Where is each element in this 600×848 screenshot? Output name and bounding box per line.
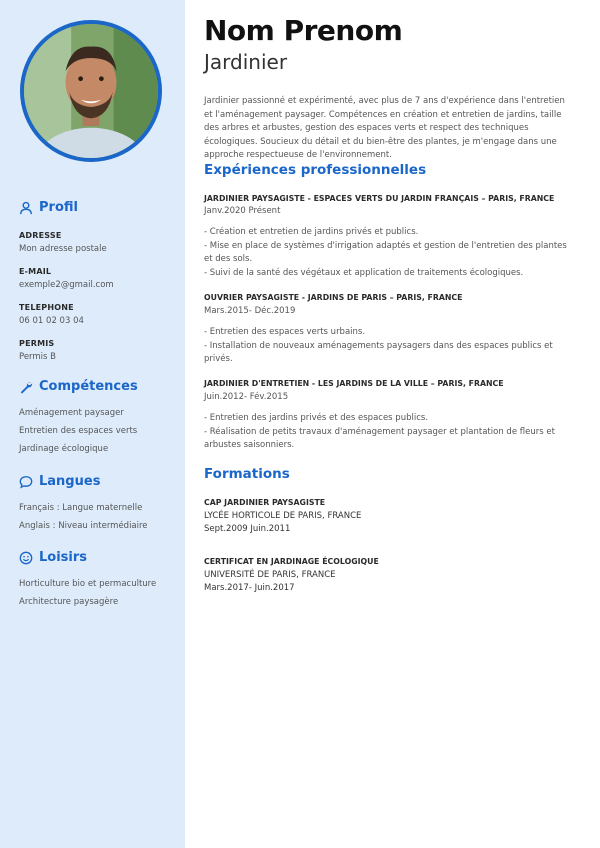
job-bullet: - Suivi de la santé des végétaux et application de traitements écologiques. xyxy=(204,267,524,278)
langues-title: Langues xyxy=(39,474,101,489)
loisirs-title: Loisirs xyxy=(39,550,88,565)
profile-summary: Jardinier passionné et expérimenté, avec plus de 7 ans d'expérience dans l'entretien et l'aménagement paysager. Compétences en création et entretien de jardins, taille des arbres et arbustes, gestion des espaces verts et respect des techniques écologiques. Soucieux du détail et du bien-être des plantes, je m'engage dans une approche respectueuse de l'environnement. xyxy=(204,96,565,160)
competence-item: Entretien des espaces verts xyxy=(19,426,138,436)
job-dates: Janv.2020 Présent xyxy=(204,206,281,216)
job-bullets xyxy=(204,412,578,453)
address-value: Mon adresse postale xyxy=(19,244,107,254)
job-heading: JARDINIER D'ENTRETIEN - LES JARDINS DE LA VILLE – PARIS, FRANCE xyxy=(204,379,504,388)
job-bullet: - Création et entretien de jardins privés et publics. xyxy=(204,227,419,237)
email-value[interactable]: exemple2@gmail.com xyxy=(19,280,114,290)
formation-heading: CAP JARDINIER PAYSAGISTE xyxy=(204,498,326,507)
formation-school: UNIVERSITÉ DE PARIS, FRANCE xyxy=(204,570,336,580)
wrench-icon xyxy=(19,380,33,394)
user-icon xyxy=(19,201,33,215)
candidate-name: Nom Prenom xyxy=(204,14,403,47)
formation-heading: CERTIFICAT EN JARDINAGE ÉCOLOGIQUE xyxy=(204,557,379,566)
loisirs-section-title xyxy=(19,550,87,565)
hobby-item: Architecture paysagère xyxy=(19,597,119,607)
langues-section-title xyxy=(19,474,100,489)
profil-title: Profil xyxy=(39,200,78,215)
language-item: Anglais : Niveau intermédiaire xyxy=(19,521,148,531)
job-dates: Mars.2015- Déc.2019 xyxy=(204,306,296,316)
license-label: PERMIS xyxy=(19,339,55,348)
formation-dates: Sept.2009 Juin.2011 xyxy=(204,524,291,534)
formation-dates: Mars.2017- Juin.2017 xyxy=(204,583,295,593)
competence-item: Aménagement paysager xyxy=(19,408,124,418)
smiley-icon xyxy=(19,551,33,565)
job-bullet: - Installation de nouveaux aménagements paysagers dans des espaces publics et privés. xyxy=(204,340,553,364)
sidebar xyxy=(0,0,185,848)
hobby-item: Horticulture bio et permaculture xyxy=(19,579,157,589)
competence-item: Jardinage écologique xyxy=(19,444,109,454)
job-heading: OUVRIER PAYSAGISTE - JARDINS DE PARIS – PARIS, FRANCE xyxy=(204,293,463,302)
address-label: ADRESSE xyxy=(19,231,62,240)
speech-bubble-icon xyxy=(19,475,33,489)
formation-school: LYCÉE HORTICOLE DE PARIS, FRANCE xyxy=(204,511,362,521)
job-bullet: - Entretien des espaces verts urbains. xyxy=(204,327,366,337)
phone-label: TELEPHONE xyxy=(19,303,74,312)
profile-photo xyxy=(20,20,162,162)
job-bullets xyxy=(204,326,578,367)
job-bullet: - Mise en place de systèmes d'irrigation adaptés et gestion de l'entretien des plantes et des sols. xyxy=(204,240,567,264)
email-label: E-MAIL xyxy=(19,267,52,276)
profil-section-title xyxy=(19,200,78,215)
job-dates: Juin.2012- Fév.2015 xyxy=(204,392,289,402)
job-bullet: - Réalisation de petits travaux d'aménagement paysager et plantation de fleurs et arbustes saisonniers. xyxy=(204,426,555,450)
job-bullet: - Entretien des jardins privés et des espaces publics. xyxy=(204,413,429,423)
job-bullets xyxy=(204,226,578,280)
portrait-image xyxy=(24,24,158,158)
competences-section-title xyxy=(19,379,138,394)
formations-title: Formations xyxy=(204,466,290,482)
competences-title: Compétences xyxy=(39,379,138,394)
job-title: Jardinier xyxy=(204,50,288,74)
job-heading: JARDINIER PAYSAGISTE - ESPACES VERTS DU JARDIN FRANÇAIS – PARIS, FRANCE xyxy=(204,194,555,203)
phone-value[interactable]: 06 01 02 03 04 xyxy=(19,316,84,326)
license-value: Permis B xyxy=(19,352,57,362)
language-item: Français : Langue maternelle xyxy=(19,503,143,513)
experiences-title: Expériences professionnelles xyxy=(204,162,427,178)
